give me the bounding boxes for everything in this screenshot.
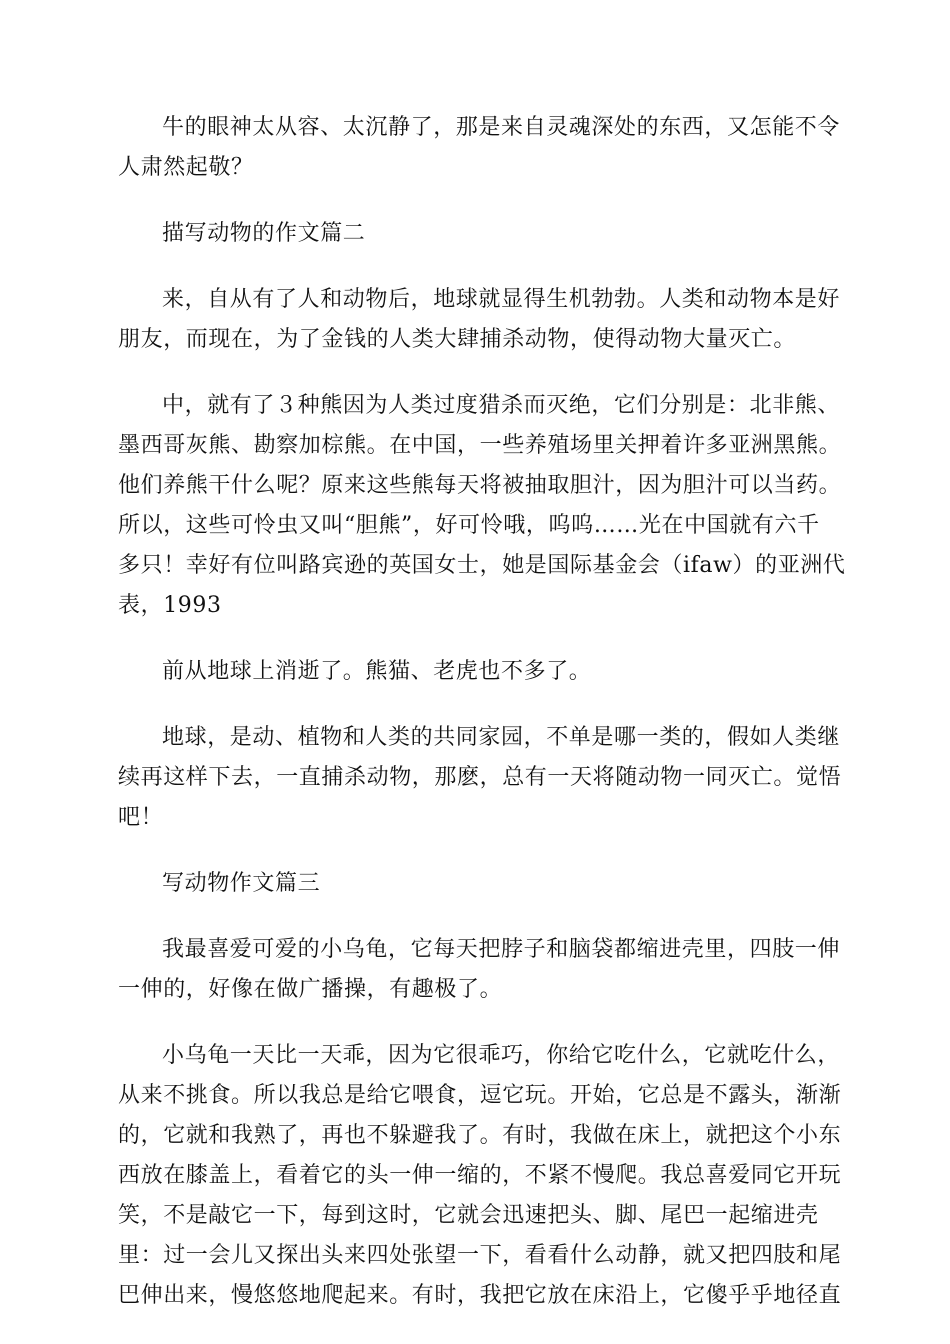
paragraph-3 — [118, 386, 846, 626]
paragraph-7 — [118, 1036, 842, 1316]
text-line: 墨西哥灰熊、勘察加棕熊。在中国，一些养殖场里关押着许多亚洲黑熊。 — [118, 433, 842, 458]
paragraph-2 — [118, 280, 841, 360]
text-line: 的，它就和我熟了，再也不躲避我了。有时，我做在床上，就把这个小东 — [118, 1123, 842, 1148]
text-line: 里：过一会儿又探出头来四处张望一下，看看什么动静，就又把四肢和尾 — [118, 1243, 842, 1268]
text-line: 续再这样下去，一直捕杀动物，那麽，总有一天将随动物一同灭亡。觉悟 — [118, 765, 842, 790]
text-line: 我最喜爱可爱的小乌龟，它每天把脖子和脑袋都缩进壳里，四肢一伸 — [162, 937, 841, 962]
text-line: 一伸的，好像在做广播操，有趣极了。 — [118, 977, 503, 1002]
text-line: 地球，是动、植物和人类的共同家园，不单是哪一类的，假如人类继 — [162, 725, 841, 750]
text-line: 前从地球上消逝了。熊猫、老虎也不多了。 — [162, 659, 592, 684]
text-line: 小乌龟一天比一天乖，因为它很乖巧，你给它吃什么，它就吃什么， — [162, 1043, 841, 1068]
text-line: 从来不挑食。所以我总是给它喂食，逗它玩。开始，它总是不露头，渐渐 — [118, 1083, 842, 1108]
paragraph-1 — [118, 108, 841, 188]
paragraph-6 — [118, 930, 841, 1010]
text-line: 表，1993 — [118, 593, 222, 618]
text-line: 巴伸出来，慢悠悠地爬起来。有时，我把它放在床沿上，它傻乎乎地径直 — [118, 1283, 842, 1308]
text-line: 来，自从有了人和动物后，地球就显得生机勃勃。人类和动物本是好 — [162, 287, 841, 312]
text-line: 笑，不是敲它一下，每到这时，它就会迅速把头、脚、尾巴一起缩进壳 — [118, 1203, 819, 1228]
text-line: 吧！ — [118, 805, 164, 830]
text-line: 西放在膝盖上，看着它的头一伸一缩的，不紧不慢爬。我总喜爱同它开玩 — [118, 1163, 842, 1188]
text-line: 朋友，而现在，为了金钱的人类大肆捕杀动物，使得动物大量灭亡。 — [118, 327, 797, 352]
text-line: 多只！幸好有位叫路宾逊的英国女士，她是国际基金会（ifaw）的亚洲代 — [118, 553, 846, 578]
document-body — [118, 108, 846, 1342]
text-line: 牛的眼神太从容、太沉静了，那是来自灵魂深处的东西，又怎能不令 — [162, 115, 841, 140]
paragraph-4 — [118, 652, 834, 692]
section-heading-3: 写动物作文篇三 — [162, 871, 321, 896]
text-line: 所以，这些可怜虫又叫“胆熊”，好可怜哦，呜呜……光在中国就有六千 — [118, 513, 820, 538]
text-line: 人肃然起敬？ — [118, 155, 254, 180]
paragraph-5 — [118, 718, 842, 838]
section-heading-2: 描写动物的作文篇二 — [162, 221, 366, 246]
text-line: 他们养熊干什么呢？原来这些熊每天将被抽取胆汁，因为胆汁可以当药。 — [118, 473, 842, 498]
text-line: 中，就有了３种熊因为人类过度猎杀而灭绝，它们分别是：北非熊、 — [162, 393, 841, 418]
